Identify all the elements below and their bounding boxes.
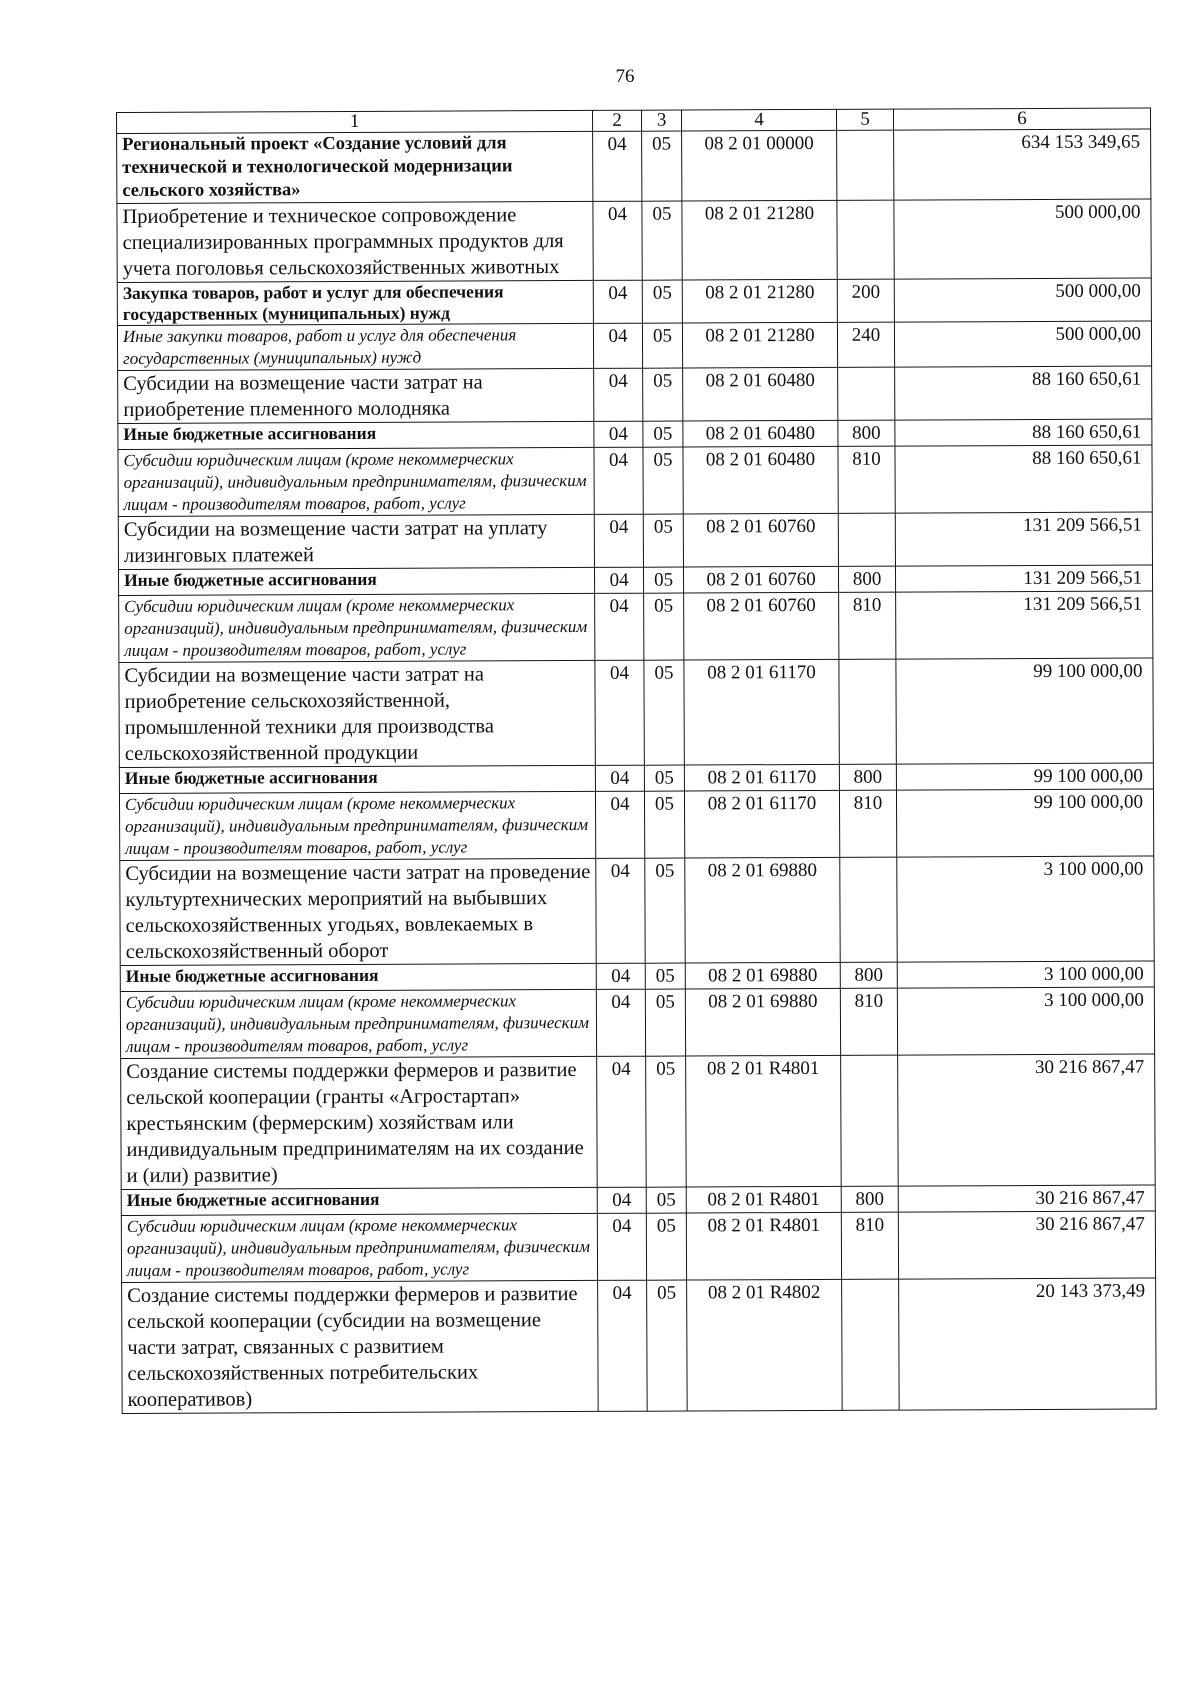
amount-cell: 99 100 000,00 xyxy=(896,789,1153,857)
target-article-cell: 08 2 01 61170 xyxy=(684,764,839,791)
expense-type-cell xyxy=(837,200,894,279)
target-article-cell: 08 2 01 R4802 xyxy=(687,1279,843,1411)
table-row xyxy=(118,445,1152,517)
table-row xyxy=(118,512,1152,570)
expense-name-cell: Создание системы поддержки фермеров и развитие сельской кооперации (гранты «Агростартап» крестьянским (фермерским) хозяйствам или индивидуальным предпринимателям на их создание и (или) развитие) xyxy=(121,1056,598,1189)
target-article-cell: 08 2 01 60480 xyxy=(683,420,838,447)
subsection-code-cell: 05 xyxy=(645,858,685,963)
expense-name-cell: Иные бюджетные ассигнования xyxy=(118,567,594,595)
expense-type-cell: 810 xyxy=(839,790,896,857)
target-article-cell: 08 2 01 60760 xyxy=(683,566,838,593)
amount-cell: 131 209 566,51 xyxy=(895,565,1152,592)
target-article-cell: 08 2 01 R4801 xyxy=(686,1186,841,1213)
subsection-code-cell: 05 xyxy=(647,1280,688,1411)
expense-type-cell: 810 xyxy=(841,1212,898,1279)
expense-type-cell: 800 xyxy=(841,1186,898,1212)
subsection-code-cell: 05 xyxy=(646,1213,686,1280)
target-article-cell: 08 2 01 60760 xyxy=(684,592,839,660)
expense-type-cell xyxy=(840,857,897,962)
expense-name-cell: Иные закупки товаров, работ и услуг для обеспечения государственных (муниципальных) нужд xyxy=(117,323,593,370)
subsection-code-cell: 05 xyxy=(642,201,682,280)
expense-type-cell: 800 xyxy=(840,962,897,988)
expense-type-cell: 800 xyxy=(838,566,895,592)
column-header: 5 xyxy=(836,109,893,130)
expense-type-cell: 800 xyxy=(839,764,896,790)
section-code-cell: 04 xyxy=(593,280,642,323)
table-row xyxy=(119,789,1153,861)
table-row xyxy=(119,658,1153,768)
expense-type-cell xyxy=(839,659,896,764)
expense-name-cell: Закупка товаров, работ и услуг для обеспечения государственных (муниципальных) нужд xyxy=(117,280,593,325)
subsection-code-cell: 05 xyxy=(642,131,682,201)
section-code-cell: 04 xyxy=(596,989,645,1056)
table-row xyxy=(121,1211,1155,1283)
expense-name-cell: Иные бюджетные ассигнования xyxy=(120,963,596,991)
amount-cell: 30 216 867,47 xyxy=(898,1185,1155,1212)
section-code-cell: 04 xyxy=(597,1056,647,1187)
subsection-code-cell: 05 xyxy=(646,1056,687,1187)
table-row xyxy=(117,321,1151,371)
target-article-cell: 08 2 01 60480 xyxy=(683,367,838,421)
section-code-cell: 04 xyxy=(595,593,644,660)
subsection-code-cell: 05 xyxy=(645,963,685,989)
expense-name-cell: Иные бюджетные ассигнования xyxy=(119,765,595,793)
target-article-cell: 08 2 01 R4801 xyxy=(686,1055,842,1187)
expense-name-cell: Субсидии юридическим лицам (кроме некоммерческих организаций), индивидуальным предпринимателям, физическим лицам - производителям товаров, работ, услуг xyxy=(121,1213,597,1282)
expense-type-cell: 810 xyxy=(839,592,896,659)
amount-cell: 88 160 650,61 xyxy=(895,366,1152,420)
amount-cell: 634 153 349,65 xyxy=(894,129,1151,200)
table-row xyxy=(120,987,1154,1059)
amount-cell: 500 000,00 xyxy=(894,278,1151,322)
expense-type-cell: 810 xyxy=(840,988,897,1055)
target-article-cell: 08 2 01 69880 xyxy=(685,988,840,1056)
section-code-cell: 04 xyxy=(594,368,643,421)
amount-cell: 3 100 000,00 xyxy=(897,856,1154,962)
target-article-cell: 08 2 01 61170 xyxy=(684,790,839,858)
target-article-cell: 08 2 01 60480 xyxy=(683,446,838,514)
page-number: 76 xyxy=(615,66,635,87)
subsection-code-cell: 05 xyxy=(642,323,682,368)
amount-cell: 131 209 566,51 xyxy=(895,512,1152,566)
expense-name-cell: Иные бюджетные ассигнования xyxy=(121,1187,597,1215)
target-article-cell: 08 2 01 R4801 xyxy=(686,1212,841,1280)
amount-cell: 30 216 867,47 xyxy=(898,1211,1155,1279)
subsection-code-cell: 05 xyxy=(644,791,684,858)
section-code-cell: 04 xyxy=(594,421,643,447)
amount-cell: 131 209 566,51 xyxy=(896,591,1153,659)
table-body xyxy=(117,129,1157,1413)
subsection-code-cell: 05 xyxy=(643,514,683,567)
column-header: 6 xyxy=(893,108,1150,130)
table-row xyxy=(117,129,1151,204)
amount-cell: 500 000,00 xyxy=(894,321,1151,367)
table-row xyxy=(122,1278,1157,1414)
column-header: 2 xyxy=(592,110,641,131)
section-code-cell: 04 xyxy=(596,858,645,963)
target-article-cell: 08 2 01 00000 xyxy=(682,130,837,201)
table-row xyxy=(117,199,1151,283)
expense-name-cell: Субсидии на возмещение части затрат на приобретение племенного молодняка xyxy=(118,368,594,423)
expense-name-cell: Субсидии юридическим лицам (кроме некоммерческих организаций), индивидуальным предпринимателям, физическим лицам - производителям товаров, работ, услуг xyxy=(120,989,596,1058)
expense-name-cell: Субсидии на возмещение части затрат на проведение культуртехнических мероприятий на выбывших сельскохозяйственных угодьях, вовлекаемых в сельскохозяйственный оборот xyxy=(120,858,596,965)
section-code-cell: 04 xyxy=(593,131,642,201)
expense-type-cell xyxy=(838,367,895,420)
column-header: 1 xyxy=(117,110,593,133)
section-code-cell: 04 xyxy=(598,1280,648,1411)
expense-name-cell: Иные бюджетные ассигнования xyxy=(118,421,594,449)
expense-name-cell: Создание системы поддержки фермеров и развитие сельской кооперации (субсидии на возмещение части затрат, связанных с развитием сельскохозяйственных потребительских кооперативов) xyxy=(122,1280,599,1413)
amount-cell: 3 100 000,00 xyxy=(897,961,1154,988)
amount-cell: 500 000,00 xyxy=(894,199,1151,279)
section-code-cell: 04 xyxy=(594,514,643,567)
section-code-cell: 04 xyxy=(593,201,642,280)
subsection-code-cell: 05 xyxy=(643,447,683,514)
section-code-cell: 04 xyxy=(597,1213,646,1280)
table-row xyxy=(118,366,1152,424)
amount-cell: 99 100 000,00 xyxy=(896,658,1153,764)
column-header: 4 xyxy=(681,109,836,131)
expense-type-cell: 800 xyxy=(838,420,895,446)
section-code-cell: 04 xyxy=(595,791,644,858)
expense-type-cell xyxy=(837,130,894,200)
subsection-code-cell: 05 xyxy=(643,567,683,593)
subsection-code-cell: 05 xyxy=(644,593,684,660)
expense-name-cell: Субсидии юридическим лицам (кроме некоммерческих организаций), индивидуальным предпринимателям, физическим лицам - производителям товаров, работ, услуг xyxy=(119,791,595,860)
section-code-cell: 04 xyxy=(593,323,642,368)
amount-cell: 88 160 650,61 xyxy=(895,445,1152,513)
subsection-code-cell: 05 xyxy=(643,421,683,447)
expense-name-cell: Приобретение и техническое сопровождение специализированных программных продуктов для учета поголовья сельскохозяйственных животных xyxy=(117,201,593,282)
expense-name-cell: Субсидии на возмещение части затрат на уплату лизинговых платежей xyxy=(118,514,594,569)
expense-type-cell xyxy=(841,1055,899,1186)
expense-type-cell: 200 xyxy=(837,279,894,322)
target-article-cell: 08 2 01 21280 xyxy=(682,200,837,280)
amount-cell: 88 160 650,61 xyxy=(895,419,1152,446)
target-article-cell: 08 2 01 21280 xyxy=(682,322,837,368)
expense-name-cell: Субсидии юридическим лицам (кроме некоммерческих организаций), индивидуальным предпринимателям, физическим лицам - производителям товаров, работ, услуг xyxy=(119,593,595,662)
amount-cell: 99 100 000,00 xyxy=(896,763,1153,790)
table-row xyxy=(120,856,1154,966)
table-row xyxy=(121,1054,1156,1190)
target-article-cell: 08 2 01 69880 xyxy=(685,962,840,989)
subsection-code-cell: 05 xyxy=(644,660,684,765)
expense-type-cell xyxy=(838,513,895,566)
expense-name-cell: Региональный проект «Создание условий для технической и технологической модернизации сельского хозяйства» xyxy=(117,131,593,203)
section-code-cell: 04 xyxy=(596,963,645,989)
target-article-cell: 08 2 01 69880 xyxy=(685,857,840,963)
expense-name-cell: Субсидии на возмещение части затрат на приобретение сельскохозяйственной, промышленной техники для производства сельскохозяйственной продукции xyxy=(119,660,595,767)
amount-cell: 20 143 373,49 xyxy=(899,1278,1157,1410)
subsection-code-cell: 05 xyxy=(643,368,683,421)
section-code-cell: 04 xyxy=(594,447,643,514)
table-row xyxy=(117,278,1151,326)
section-code-cell: 04 xyxy=(595,765,644,791)
expense-type-cell xyxy=(842,1279,900,1410)
budget-table xyxy=(116,107,1157,1414)
section-code-cell: 04 xyxy=(594,567,643,593)
expense-type-cell: 240 xyxy=(837,322,894,367)
amount-cell: 30 216 867,47 xyxy=(898,1054,1156,1186)
subsection-code-cell: 05 xyxy=(646,1187,686,1213)
target-article-cell: 08 2 01 60760 xyxy=(683,513,838,567)
expense-type-cell: 810 xyxy=(838,446,895,513)
table-row xyxy=(119,591,1153,663)
section-code-cell: 04 xyxy=(597,1187,646,1213)
subsection-code-cell: 05 xyxy=(642,280,682,323)
section-code-cell: 04 xyxy=(595,660,644,765)
subsection-code-cell: 05 xyxy=(644,765,684,791)
subsection-code-cell: 05 xyxy=(645,989,685,1056)
expense-name-cell: Субсидии юридическим лицам (кроме некоммерческих организаций), индивидуальным предпринимателям, физическим лицам - производителям товаров, работ, услуг xyxy=(118,447,594,516)
amount-cell: 3 100 000,00 xyxy=(897,987,1154,1055)
target-article-cell: 08 2 01 61170 xyxy=(684,659,839,765)
target-article-cell: 08 2 01 21280 xyxy=(682,279,837,323)
column-header: 3 xyxy=(641,110,681,131)
